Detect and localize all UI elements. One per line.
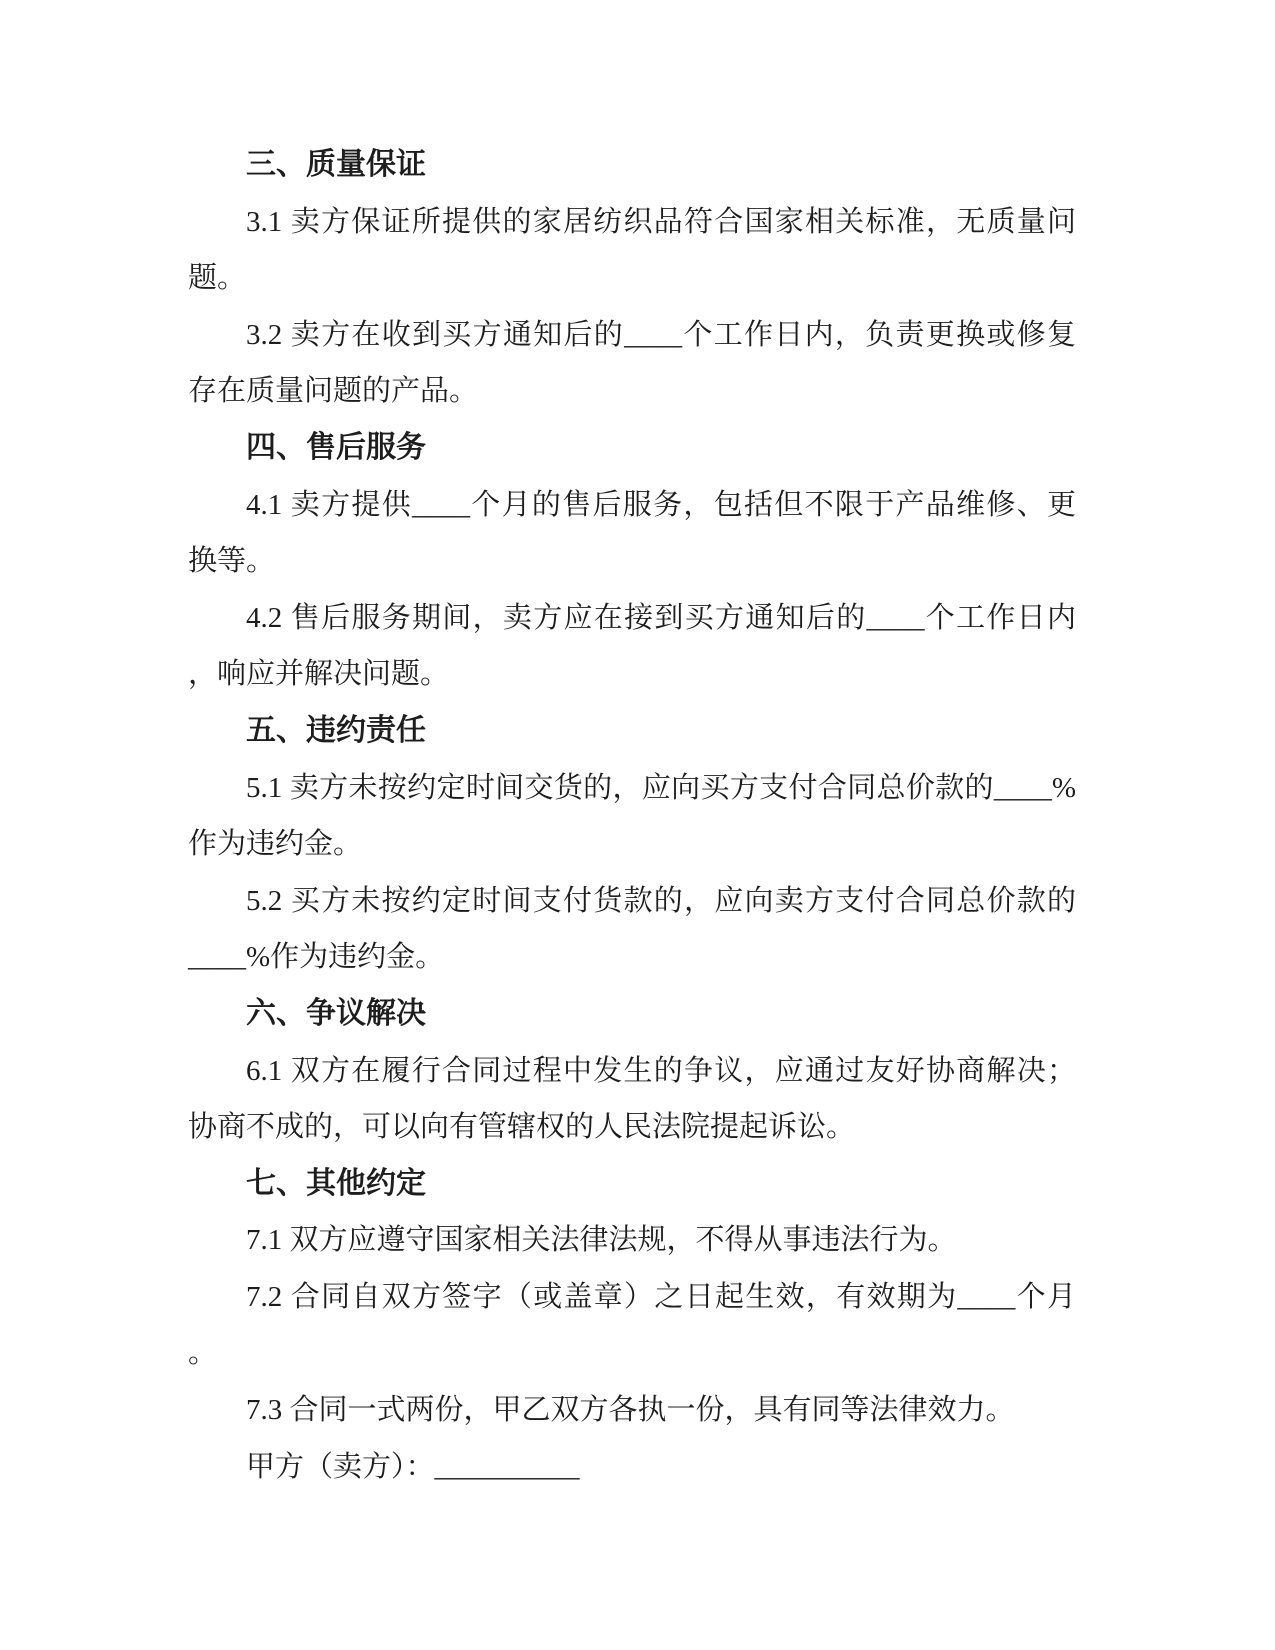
clause-5-2-line-1: 5.2 买方未按约定时间支付货款的，应向卖方支付合同总价款的 <box>246 884 1076 917</box>
clause-6-1-line-2: 协商不成的，可以向有管辖权的人民法院提起诉讼。 <box>188 1111 856 1144</box>
clause-3-2-line-1: 3.2 卖方在收到买方通知后的____个工作日内，负责更换或修复 <box>246 318 1076 351</box>
clause-7-3-line-1: 7.3 合同一式两份，甲乙双方各执一份，具有同等法律效力。 <box>246 1394 1015 1427</box>
clause-4-2-line-1: 4.2 售后服务期间，卖方应在接到买方通知后的____个工作日内 <box>246 601 1076 634</box>
clause-7-1-line-1: 7.1 双方应遵守国家相关法律法规，不得从事违法行为。 <box>246 1224 957 1257</box>
clause-4-1-line-2: 换等。 <box>188 545 276 578</box>
signature-party-a-seller-line: 甲方（卖方）：__________ <box>246 1450 580 1483</box>
section-heading-dispute-resolution: 六、争议解决 <box>246 996 426 1030</box>
clause-7-2-line-2: 。 <box>188 1337 218 1370</box>
clause-4-1-line-1: 4.1 卖方提供____个月的售后服务，包括但不限于产品维修、更 <box>246 488 1076 521</box>
clause-5-2-line-2: ____%作为违约金。 <box>188 941 445 974</box>
clause-4-2-line-2: ，响应并解决问题。 <box>188 658 450 691</box>
clause-5-1-line-2: 作为违约金。 <box>188 828 363 861</box>
clause-6-1-line-1: 6.1 双方在履行合同过程中发生的争议，应通过友好协商解决； <box>246 1054 1076 1087</box>
clause-7-2-line-1: 7.2 合同自双方签字（或盖章）之日起生效，有效期为____个月 <box>246 1280 1076 1313</box>
clause-3-1-line-1: 3.1 卖方保证所提供的家居纺织品符合国家相关标准，无质量问 <box>246 205 1076 238</box>
clause-3-1-line-2: 题。 <box>188 262 247 295</box>
section-heading-other-terms: 七、其他约定 <box>246 1166 426 1200</box>
section-heading-after-sales-service: 四、售后服务 <box>246 430 426 464</box>
section-heading-breach-liability: 五、违约责任 <box>246 713 426 747</box>
clause-5-1-line-1: 5.1 卖方未按约定时间交货的，应向买方支付合同总价款的____% <box>246 771 1076 804</box>
clause-3-2-line-2: 存在质量问题的产品。 <box>188 375 479 408</box>
section-heading-quality-assurance: 三、质量保证 <box>246 148 426 181</box>
